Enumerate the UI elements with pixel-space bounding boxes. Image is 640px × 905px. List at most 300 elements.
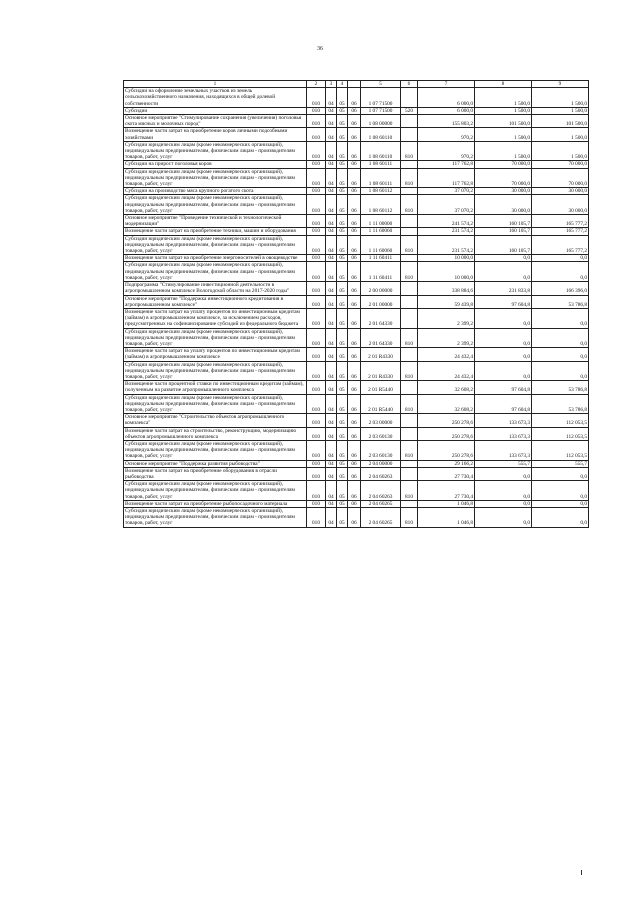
- amount-cell: 0,0: [475, 328, 532, 348]
- code-cell: 05: [337, 88, 348, 108]
- amount-cell: 112 053,5: [532, 414, 589, 427]
- amount-cell: 1 500,0: [532, 107, 589, 114]
- code-cell: 05: [337, 348, 348, 361]
- amount-cell: 30 000,0: [475, 188, 532, 195]
- code-cell: 2 01 R5440: [361, 394, 401, 414]
- code-cell: 04: [326, 262, 337, 282]
- code-cell: 810: [401, 394, 418, 414]
- code-cell: [401, 500, 418, 507]
- amount-cell: 32 608,2: [418, 394, 475, 414]
- code-cell: [401, 460, 418, 467]
- table-row: [124, 115, 589, 128]
- code-cell: 810: [401, 195, 418, 215]
- code-cell: 06: [348, 141, 361, 161]
- amount-cell: 29 166,2: [418, 460, 475, 467]
- code-cell: 05: [337, 308, 348, 328]
- code-cell: 05: [337, 235, 348, 255]
- table-body: [124, 88, 589, 527]
- code-cell: [401, 228, 418, 235]
- amount-cell: 101 500,0: [532, 115, 589, 128]
- header-cell-2: 2: [307, 81, 326, 88]
- code-cell: 010: [307, 295, 326, 308]
- code-cell: 04: [326, 115, 337, 128]
- table-row: [124, 500, 589, 507]
- amount-cell: 555,7: [475, 460, 532, 467]
- table-row: [124, 394, 589, 414]
- amount-cell: 0,0: [532, 361, 589, 381]
- code-cell: 1 07 71500: [361, 88, 401, 108]
- code-cell: 04: [326, 107, 337, 114]
- header-cell-1: 1: [124, 81, 307, 88]
- table-row: [124, 308, 589, 328]
- header-row: [124, 81, 589, 88]
- row-description: Возмещение части затрат на приобретение оборудования в отрасли рыбоводства: [124, 467, 307, 480]
- code-cell: 2 04 00000: [361, 460, 401, 467]
- code-cell: 2 03 00000: [361, 414, 401, 427]
- code-cell: 06: [348, 460, 361, 467]
- code-cell: 04: [326, 427, 337, 440]
- code-cell: [401, 282, 418, 295]
- amount-cell: 37 070,2: [418, 188, 475, 195]
- code-cell: 05: [337, 255, 348, 262]
- amount-cell: 0,0: [475, 481, 532, 501]
- amount-cell: 0,0: [475, 500, 532, 507]
- code-cell: 1 08 60112: [361, 195, 401, 215]
- amount-cell: 97 604,8: [475, 295, 532, 308]
- table-row: [124, 427, 589, 440]
- code-cell: 05: [337, 168, 348, 188]
- code-cell: 010: [307, 361, 326, 381]
- table-row: [124, 481, 589, 501]
- row-description: Возмещение части процентной ставки по инвестиционным кредитам (займам), полученным на развитие агропромышленного комплекса: [124, 381, 307, 394]
- code-cell: 05: [337, 328, 348, 348]
- code-cell: 2 03 60130: [361, 427, 401, 440]
- header-cell-9: 8: [475, 81, 532, 88]
- table-row: [124, 215, 589, 228]
- amount-cell: 0,0: [475, 467, 532, 480]
- code-cell: 04: [326, 467, 337, 480]
- code-cell: 1 08 60111: [361, 161, 401, 168]
- amount-cell: 0,0: [532, 500, 589, 507]
- code-cell: 010: [307, 467, 326, 480]
- amount-cell: 0,0: [532, 481, 589, 501]
- code-cell: 05: [337, 414, 348, 427]
- page-number: 36: [317, 46, 323, 52]
- code-cell: [401, 381, 418, 394]
- code-cell: 06: [348, 481, 361, 501]
- code-cell: 05: [337, 460, 348, 467]
- code-cell: 04: [326, 394, 337, 414]
- code-cell: 05: [337, 107, 348, 114]
- code-cell: 04: [326, 414, 337, 427]
- code-cell: 06: [348, 508, 361, 528]
- code-cell: [401, 88, 418, 108]
- amount-cell: 555,7: [532, 460, 589, 467]
- code-cell: 1 07 71500: [361, 107, 401, 114]
- row-description: Основное мероприятие "Поддержка развития рыбоводства": [124, 460, 307, 467]
- code-cell: [401, 427, 418, 440]
- code-cell: 1 08 60110: [361, 141, 401, 161]
- scan-mark: [581, 870, 582, 875]
- code-cell: 010: [307, 88, 326, 108]
- code-cell: 2 00 00000: [361, 282, 401, 295]
- table-row: [124, 361, 589, 381]
- row-description: Субсидии на производство мяса крупного рогатого скота: [124, 188, 307, 195]
- code-cell: [401, 115, 418, 128]
- code-cell: 010: [307, 262, 326, 282]
- code-cell: 04: [326, 440, 337, 460]
- row-description: Возмещение части затрат на приобретение техники, машин и оборудования: [124, 228, 307, 235]
- code-cell: 06: [348, 115, 361, 128]
- code-cell: 04: [326, 500, 337, 507]
- amount-cell: 0,0: [532, 262, 589, 282]
- row-description: Субсидии юридическим лицам (кроме некоммерческих организаций), индивидуальным предпринимателям, физическим лицам - производителям товаров, работ, услуг: [124, 481, 307, 501]
- amount-cell: 160 105,7: [475, 215, 532, 228]
- table-row: [124, 141, 589, 161]
- code-cell: 010: [307, 195, 326, 215]
- amount-cell: 70 000,0: [475, 168, 532, 188]
- header-cell-7: 6: [401, 81, 418, 88]
- code-cell: 2 01 64330: [361, 308, 401, 328]
- code-cell: 06: [348, 88, 361, 108]
- code-cell: 010: [307, 414, 326, 427]
- code-cell: 010: [307, 161, 326, 168]
- amount-cell: 53 786,8: [532, 394, 589, 414]
- row-description: Возмещение части затрат на приобретение коров личными подсобными хозяйствами: [124, 128, 307, 141]
- code-cell: 06: [348, 255, 361, 262]
- code-cell: 010: [307, 308, 326, 328]
- row-description: Субсидии юридическим лицам (кроме некоммерческих организаций), индивидуальным предпринимателям, физическим лицам - производителям товаров, работ, услуг: [124, 394, 307, 414]
- code-cell: 010: [307, 228, 326, 235]
- amount-cell: 10 000,0: [418, 255, 475, 262]
- code-cell: 06: [348, 361, 361, 381]
- code-cell: 1 08 00000: [361, 115, 401, 128]
- code-cell: [401, 215, 418, 228]
- header-cell-10: 9: [532, 81, 589, 88]
- amount-cell: 1 046,8: [418, 500, 475, 507]
- row-description: Субсидии: [124, 107, 307, 114]
- budget-table: [123, 80, 589, 528]
- code-cell: 04: [326, 381, 337, 394]
- code-cell: 05: [337, 508, 348, 528]
- code-cell: 010: [307, 141, 326, 161]
- table-row: [124, 295, 589, 308]
- code-cell: 06: [348, 161, 361, 168]
- table-row: [124, 282, 589, 295]
- amount-cell: 112 053,5: [532, 427, 589, 440]
- code-cell: 2 04 60265: [361, 508, 401, 528]
- code-cell: 06: [348, 308, 361, 328]
- code-cell: 010: [307, 460, 326, 467]
- code-cell: 010: [307, 381, 326, 394]
- amount-cell: 117 762,8: [418, 161, 475, 168]
- code-cell: 06: [348, 427, 361, 440]
- row-description: Субсидии юридическим лицам (кроме некоммерческих организаций), индивидуальным предпринимателям, физическим лицам - производителям товаров, работ, услуг: [124, 361, 307, 381]
- table-row: [124, 328, 589, 348]
- code-cell: 06: [348, 107, 361, 114]
- code-cell: 05: [337, 381, 348, 394]
- code-cell: 06: [348, 467, 361, 480]
- row-description: Возмещение части затрат на приобретение энергоносителей в овощеводстве: [124, 255, 307, 262]
- code-cell: [401, 255, 418, 262]
- amount-cell: 97 604,8: [475, 381, 532, 394]
- code-cell: 2 04 60265: [361, 500, 401, 507]
- code-cell: 810: [401, 481, 418, 501]
- code-cell: 06: [348, 215, 361, 228]
- amount-cell: 1 500,0: [532, 128, 589, 141]
- amount-cell: 27 730,4: [418, 467, 475, 480]
- amount-cell: 0,0: [532, 508, 589, 528]
- code-cell: 1 08 60111: [361, 168, 401, 188]
- code-cell: 06: [348, 394, 361, 414]
- code-cell: 06: [348, 295, 361, 308]
- amount-cell: 0,0: [532, 328, 589, 348]
- code-cell: 06: [348, 235, 361, 255]
- code-cell: 04: [326, 348, 337, 361]
- table-row: [124, 188, 589, 195]
- code-cell: 810: [401, 168, 418, 188]
- header-cell-6: 5: [361, 81, 401, 88]
- amount-cell: 53 786,8: [532, 381, 589, 394]
- row-description: Субсидии юридическим лицам (кроме некоммерческих организаций), индивидуальным предпринимателям, физическим лицам - производителям товаров, работ, услуг: [124, 141, 307, 161]
- row-description: Основное мероприятие "Строительство объектов агропромышленного комплекса": [124, 414, 307, 427]
- code-cell: 05: [337, 440, 348, 460]
- row-description: Возмещение части затрат на уплату процентов по инвестиционным кредитам (займам) в агропромышленном комплексе: [124, 348, 307, 361]
- code-cell: 810: [401, 361, 418, 381]
- amount-cell: 1 500,0: [532, 88, 589, 108]
- row-description: Субсидии юридическим лицам (кроме некоммерческих организаций), индивидуальным предпринимателям, физическим лицам - производителям товаров, работ, услуг: [124, 195, 307, 215]
- row-description: Субсидии юридическим лицам (кроме некоммерческих организаций), индивидуальным предпринимателям, физическим лицам - производителям товаров, работ, услуг: [124, 262, 307, 282]
- code-cell: 010: [307, 107, 326, 114]
- code-cell: 010: [307, 440, 326, 460]
- amount-cell: 0,0: [532, 348, 589, 361]
- amount-cell: 250 278,6: [418, 414, 475, 427]
- code-cell: 1 08 60112: [361, 188, 401, 195]
- table-row: [124, 228, 589, 235]
- amount-cell: 1 500,0: [475, 107, 532, 114]
- amount-cell: 1 500,0: [475, 141, 532, 161]
- amount-cell: 59 439,8: [418, 295, 475, 308]
- code-cell: 06: [348, 381, 361, 394]
- table-row: [124, 440, 589, 460]
- amount-cell: 0,0: [532, 467, 589, 480]
- code-cell: 05: [337, 128, 348, 141]
- table-row: [124, 460, 589, 467]
- amount-cell: 37 070,2: [418, 195, 475, 215]
- code-cell: 05: [337, 141, 348, 161]
- table-row: [124, 107, 589, 114]
- code-cell: 010: [307, 348, 326, 361]
- amount-cell: 0,0: [475, 508, 532, 528]
- amount-cell: 231 574,2: [418, 235, 475, 255]
- code-cell: 05: [337, 361, 348, 381]
- code-cell: 2 04 60263: [361, 467, 401, 480]
- row-description: Основное мероприятие "Стимулирование сохранения (увеличения) поголовья скота мясных и молочных пород": [124, 115, 307, 128]
- amount-cell: 2 399,2: [418, 308, 475, 328]
- code-cell: 05: [337, 262, 348, 282]
- table-row: [124, 262, 589, 282]
- table-row: [124, 168, 589, 188]
- amount-cell: 0,0: [475, 308, 532, 328]
- amount-cell: 30 000,0: [532, 188, 589, 195]
- amount-cell: 112 053,5: [532, 440, 589, 460]
- code-cell: 06: [348, 168, 361, 188]
- table-row: [124, 381, 589, 394]
- amount-cell: 165 777,2: [532, 235, 589, 255]
- code-cell: [401, 188, 418, 195]
- amount-cell: 97 604,8: [475, 394, 532, 414]
- code-cell: 05: [337, 215, 348, 228]
- amount-cell: 27 730,4: [418, 481, 475, 501]
- code-cell: 05: [337, 467, 348, 480]
- table-row: [124, 255, 589, 262]
- amount-cell: 133 673,3: [475, 427, 532, 440]
- amount-cell: 30 000,0: [532, 195, 589, 215]
- amount-cell: 117 762,8: [418, 168, 475, 188]
- code-cell: 04: [326, 295, 337, 308]
- header-cell-4: 4: [337, 81, 348, 88]
- code-cell: 05: [337, 195, 348, 215]
- code-cell: 010: [307, 128, 326, 141]
- header-cell-3: 3: [326, 81, 337, 88]
- code-cell: 04: [326, 168, 337, 188]
- code-cell: 810: [401, 328, 418, 348]
- code-cell: 04: [326, 128, 337, 141]
- code-cell: 1 08 60110: [361, 128, 401, 141]
- row-description: Возмещение части затрат на строительство, реконструкцию, модернизацию объектов агропромышленного комплекса: [124, 427, 307, 440]
- code-cell: 520: [401, 107, 418, 114]
- amount-cell: 133 673,3: [475, 414, 532, 427]
- amount-cell: 250 278,6: [418, 427, 475, 440]
- code-cell: 2 01 64330: [361, 328, 401, 348]
- code-cell: 1 11 60060: [361, 228, 401, 235]
- code-cell: 06: [348, 500, 361, 507]
- amount-cell: 250 278,6: [418, 440, 475, 460]
- amount-cell: 70 000,0: [475, 161, 532, 168]
- code-cell: 04: [326, 460, 337, 467]
- code-cell: 810: [401, 262, 418, 282]
- code-cell: 06: [348, 228, 361, 235]
- code-cell: 05: [337, 295, 348, 308]
- code-cell: 010: [307, 328, 326, 348]
- code-cell: 06: [348, 195, 361, 215]
- code-cell: 04: [326, 282, 337, 295]
- amount-cell: 1 046,8: [418, 508, 475, 528]
- code-cell: 810: [401, 440, 418, 460]
- amount-cell: 0,0: [532, 255, 589, 262]
- table-row: [124, 235, 589, 255]
- table-row: [124, 128, 589, 141]
- table-header: [124, 81, 589, 88]
- amount-cell: 70 000,0: [532, 161, 589, 168]
- code-cell: 05: [337, 481, 348, 501]
- amount-cell: 24 432,4: [418, 361, 475, 381]
- code-cell: 810: [401, 141, 418, 161]
- code-cell: 04: [326, 481, 337, 501]
- code-cell: 04: [326, 255, 337, 262]
- amount-cell: 0,0: [475, 262, 532, 282]
- code-cell: 010: [307, 394, 326, 414]
- amount-cell: 6 000,0: [418, 107, 475, 114]
- code-cell: 010: [307, 481, 326, 501]
- code-cell: 04: [326, 161, 337, 168]
- code-cell: 06: [348, 282, 361, 295]
- code-cell: 010: [307, 235, 326, 255]
- code-cell: 04: [326, 308, 337, 328]
- row-description: Субсидии юридическим лицам (кроме некоммерческих организаций), индивидуальным предпринимателям, физическим лицам - производителям товаров, работ, услуг: [124, 328, 307, 348]
- amount-cell: 166 396,0: [532, 282, 589, 295]
- amount-cell: 241 574,2: [418, 215, 475, 228]
- amount-cell: 160 105,7: [475, 228, 532, 235]
- code-cell: 010: [307, 500, 326, 507]
- code-cell: [401, 128, 418, 141]
- header-cell-8: 7: [418, 81, 475, 88]
- row-description: Основное мероприятие "Проведение технической и технологической модернизации": [124, 215, 307, 228]
- code-cell: [401, 467, 418, 480]
- row-description: Подпрограмма "Стимулирование инвестиционной деятельности в агропромышленном комплексе Вологодской области на 2017-2020 годы": [124, 282, 307, 295]
- amount-cell: 1 500,0: [475, 88, 532, 108]
- code-cell: 010: [307, 168, 326, 188]
- code-cell: 06: [348, 328, 361, 348]
- code-cell: 04: [326, 228, 337, 235]
- table-row: [124, 414, 589, 427]
- table-row: [124, 508, 589, 528]
- code-cell: 05: [337, 427, 348, 440]
- amount-cell: 10 000,0: [418, 262, 475, 282]
- code-cell: 06: [348, 440, 361, 460]
- table-row: [124, 195, 589, 215]
- code-cell: 2 04 60263: [361, 481, 401, 501]
- amount-cell: 70 000,0: [532, 168, 589, 188]
- code-cell: 1 11 00000: [361, 215, 401, 228]
- code-cell: 05: [337, 228, 348, 235]
- code-cell: 05: [337, 161, 348, 168]
- amount-cell: 0,0: [475, 348, 532, 361]
- row-description: Субсидии юридическим лицам (кроме некоммерческих организаций), индивидуальным предпринимателям, физическим лицам - производителям товаров, работ, услуг: [124, 508, 307, 528]
- code-cell: 010: [307, 115, 326, 128]
- code-cell: 2 01 00000: [361, 295, 401, 308]
- code-cell: 04: [326, 195, 337, 215]
- code-cell: 04: [326, 215, 337, 228]
- amount-cell: 165 777,2: [532, 215, 589, 228]
- amount-cell: 160 105,7: [475, 235, 532, 255]
- code-cell: 2 03 60130: [361, 440, 401, 460]
- table-row: [124, 467, 589, 480]
- code-cell: 06: [348, 348, 361, 361]
- amount-cell: 53 786,8: [532, 295, 589, 308]
- code-cell: 2 01 R4330: [361, 348, 401, 361]
- code-cell: [401, 161, 418, 168]
- row-description: Субсидии на прирост поголовья коров: [124, 161, 307, 168]
- amount-cell: 0,0: [475, 361, 532, 381]
- code-cell: 010: [307, 255, 326, 262]
- code-cell: [401, 414, 418, 427]
- table-row: [124, 161, 589, 168]
- amount-cell: 0,0: [532, 308, 589, 328]
- amount-cell: 231 574,2: [418, 228, 475, 235]
- row-description: Субсидии юридическим лицам (кроме некоммерческих организаций), индивидуальным предпринимателям, физическим лицам - производителям товаров, работ, услуг: [124, 440, 307, 460]
- code-cell: 06: [348, 414, 361, 427]
- amount-cell: 1 500,0: [532, 141, 589, 161]
- amount-cell: 32 608,2: [418, 381, 475, 394]
- row-description: Возмещение части затрат на приобретение рыбопосадочного материала: [124, 500, 307, 507]
- table-row: [124, 348, 589, 361]
- code-cell: 810: [401, 508, 418, 528]
- amount-cell: 133 673,3: [475, 440, 532, 460]
- code-cell: 2 01 R4330: [361, 361, 401, 381]
- amount-cell: 101 500,0: [475, 115, 532, 128]
- code-cell: 1 11 60411: [361, 255, 401, 262]
